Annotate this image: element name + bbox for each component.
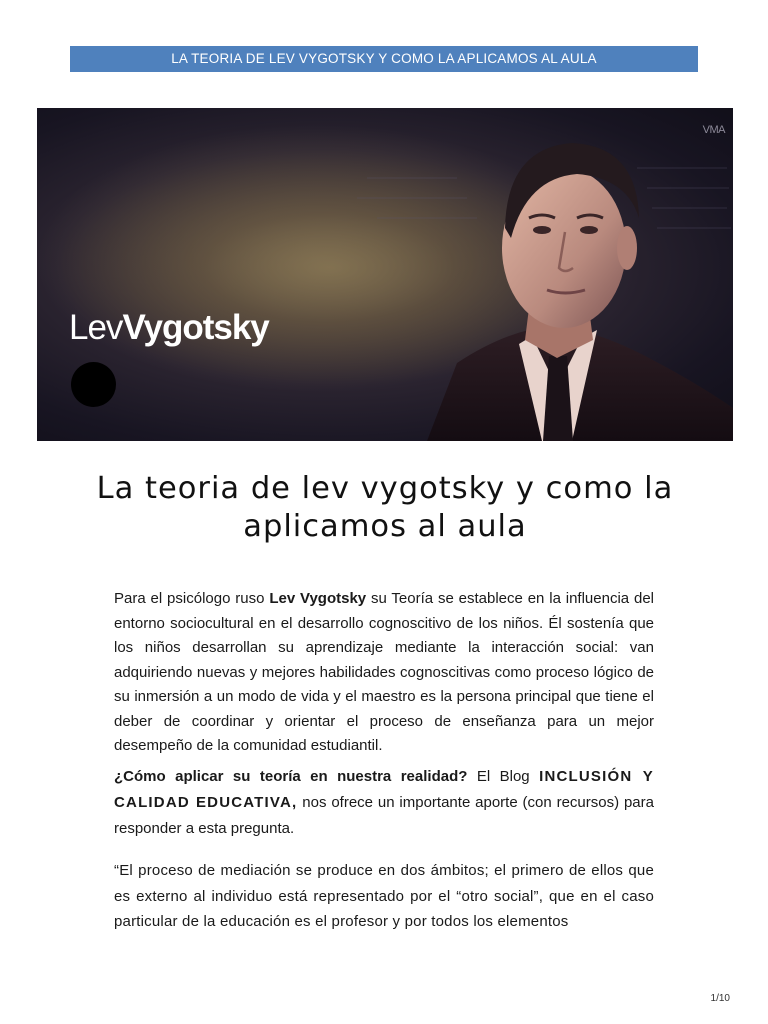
blog-name: INCLUSIÓN Y CALIDAD EDUCATIVA,	[114, 768, 654, 811]
hero-name-last: Vygotsky	[122, 308, 269, 347]
paragraph-question	[114, 764, 654, 842]
page-number: 1/10	[710, 993, 730, 1004]
watermark-logo: VMA	[702, 124, 725, 136]
hero-image	[37, 108, 733, 441]
article-title: La teoria de lev vygotsky y como la aplicamos al aula	[96, 471, 674, 544]
question-heading: ¿Cómo aplicar su teoría en nuestra realidad?	[114, 768, 468, 785]
paragraph-quote: “El proceso de mediación se produce en dos ámbitos; el primero de ellos que es externo al individuo está representado por el “otro social”, que en el caso particular de la educación es el profesor y por todos los elementos	[114, 862, 654, 930]
document-header-banner: LA TEORIA DE LEV VYGOTSKY Y COMO LA APLICAMOS AL AULA	[70, 46, 698, 72]
paragraph-intro	[114, 587, 654, 759]
blog-description: nos ofrece un importante aporte (con recursos) para responder a esta pregunta.	[114, 794, 654, 837]
hero-name-first: Lev	[69, 308, 123, 347]
paragraph-intro-lead: Para el psicólogo ruso	[114, 590, 270, 607]
blog-intro-text: El Blog	[467, 768, 540, 785]
paragraph-intro-body: su Teoría se establece en la influencia del entorno sociocultural en el desarrollo cognoscitivo de los niños. Él sostenía que los niños desarrollan su aprendizaje mediante la interacción social: van adquiriendo nuevas y mejores habilidades cognoscitivas como proceso lógico de su inmersión a un modo de vida y el maestro es la persona principal que tiene el deber de coordinar y orientar el proceso de enseñanza para un mejor desempeño de la comunidad estudiantil.	[114, 590, 654, 754]
author-name-bold: Lev Vygotsky	[269, 590, 367, 607]
black-dot	[71, 362, 116, 407]
portrait-illustration	[37, 108, 733, 441]
hero-name-caption	[69, 308, 269, 348]
